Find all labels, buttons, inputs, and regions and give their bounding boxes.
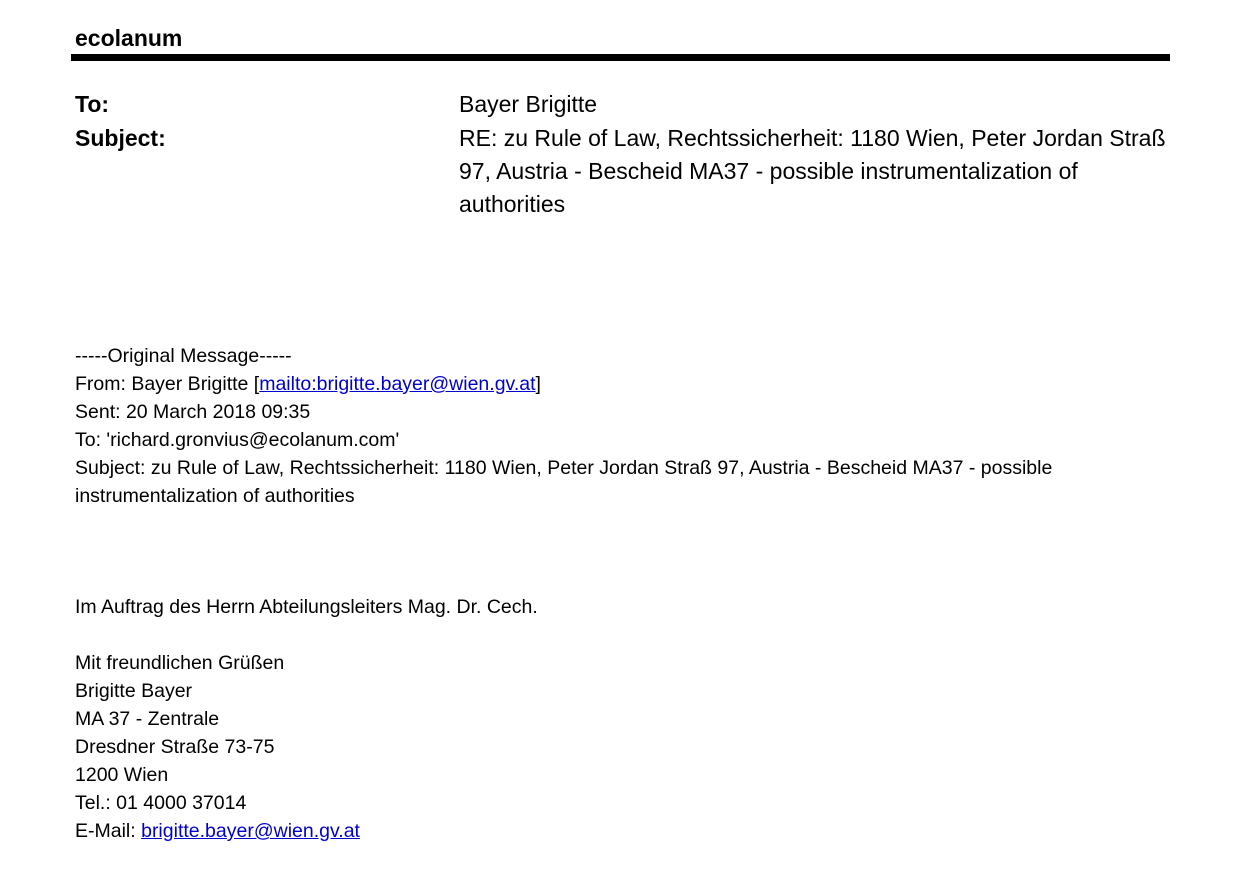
- subject-value: RE: zu Rule of Law, Rechtssicherheit: 1180 Wien, Peter Jordan Straß 97, Austria - Bescheid MA37 - possible instrumentalization of authorities: [459, 125, 1166, 217]
- signature-greeting: Mit freundlichen Grüßen: [75, 652, 285, 674]
- signature-street: Dresdner Straße 73-75: [75, 736, 275, 758]
- original-message-separator: -----Original Message-----: [75, 345, 292, 367]
- signature-name: Brigitte Bayer: [75, 680, 193, 702]
- signature-city: 1200 Wien: [75, 764, 169, 786]
- signature-phone: Tel.: 01 4000 37014: [75, 792, 247, 814]
- original-message-block: [75, 342, 1175, 510]
- original-from-line: [75, 370, 1175, 398]
- original-subject-line: Subject: zu Rule of Law, Rechtssicherheit: 1180 Wien, Peter Jordan Straß 97, Austria - Bescheid MA37 - possible instrumentalization of authorities: [75, 457, 1053, 507]
- original-from-prefix: From: Bayer Brigitte [: [75, 373, 260, 395]
- original-from-suffix: ]: [535, 373, 541, 395]
- to-value: Bayer Brigitte: [459, 91, 598, 117]
- signature-email-prefix: E-Mail:: [75, 820, 142, 842]
- original-sent-line: Sent: 20 March 2018 09:35: [75, 401, 311, 423]
- signature-department: MA 37 - Zentrale: [75, 708, 220, 730]
- message-note: Im Auftrag des Herrn Abteilungsleiters Mag. Dr. Cech.: [75, 596, 538, 618]
- header-divider: [71, 54, 1170, 61]
- signature-email-link[interactable]: brigitte.bayer@wien.gv.at: [141, 820, 360, 842]
- signature-email-line: [75, 817, 1175, 845]
- subject-label: Subject:: [75, 125, 166, 151]
- signature-block: [75, 649, 1175, 845]
- to-label: To:: [75, 91, 110, 117]
- organization-name: ecolanum: [75, 25, 183, 51]
- original-from-mailto-link[interactable]: mailto:brigitte.bayer@wien.gv.at: [259, 373, 536, 395]
- original-to-line: To: 'richard.gronvius@ecolanum.com': [75, 429, 400, 451]
